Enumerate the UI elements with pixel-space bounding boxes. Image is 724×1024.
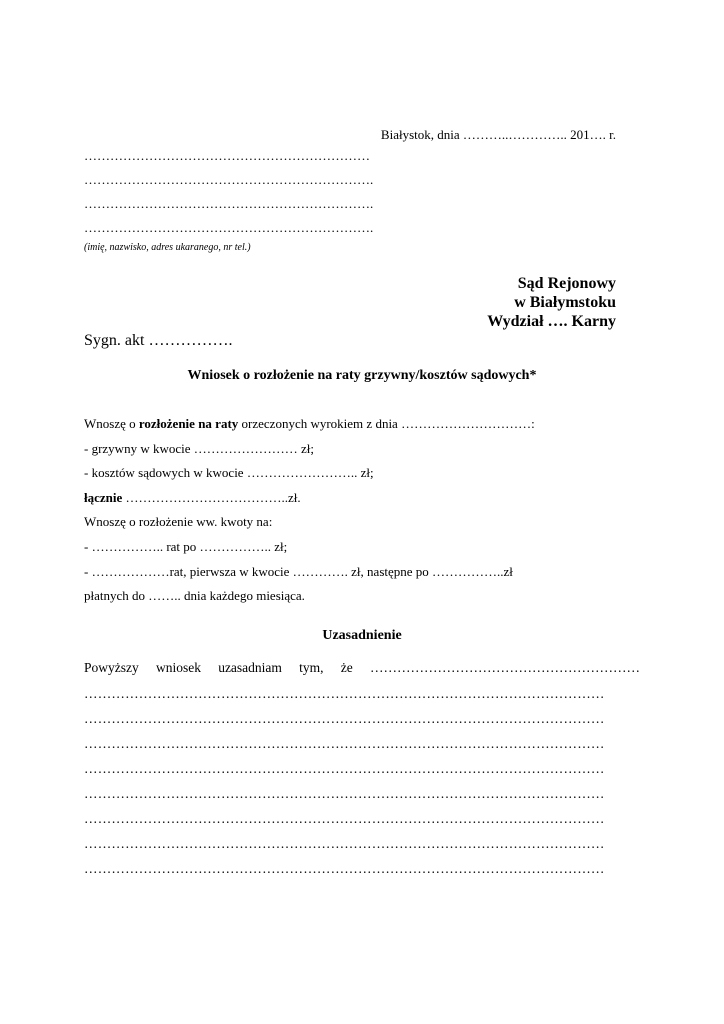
case-signature: Sygn. akt ……………. [84, 332, 233, 349]
document-title: Wniosek o rozłożenie na raty grzywny/kosztów sądowych* [187, 368, 537, 383]
total-value: ………………………………..zł. [122, 490, 301, 505]
request-line-1-bold: rozłożenie na raty [138, 416, 239, 431]
justification-first-line [84, 660, 640, 676]
justification-line-8: …………………………………………………………………………………………………… [84, 861, 605, 876]
total-label: łącznie [84, 490, 123, 505]
place-and-date: Białystok, dnia ………..………….. 201…. r. [380, 127, 616, 142]
justification-word: wniosek [155, 660, 201, 675]
address-line-2: …………………………………………………………. [84, 172, 374, 187]
request-line-1-post: orzeczonych wyrokiem z dnia …………………………: [238, 416, 535, 431]
court-city: w Białymstoku [514, 294, 616, 311]
installments-intro: Wnoszę o rozłożenie ww. kwoty na: [84, 514, 273, 529]
court-name: Sąd Rejonowy [517, 275, 616, 292]
request-line-1-pre: Wnoszę o [84, 416, 139, 431]
justification-line-4: …………………………………………………………………………………………………… [84, 761, 605, 776]
justification-word: Powyższy [84, 660, 139, 675]
justification-heading: Uzasadnienie [322, 628, 402, 643]
justification-line-6: …………………………………………………………………………………………………… [84, 811, 605, 826]
justification-word: że [340, 660, 353, 675]
justification-word: tym, [299, 660, 324, 675]
justification-line-1: …………………………………………………………………………………………………… [84, 686, 605, 701]
total-line [84, 490, 301, 506]
payment-day-line: płatnych do …….. dnia każdego miesiąca. [84, 588, 305, 603]
fine-amount-line: - grzywny w kwocie …………………… zł; [84, 441, 314, 456]
justification-line-7: …………………………………………………………………………………………………… [84, 836, 605, 851]
installments-option-2: - ………………rat, pierwsza w kwocie …………. zł, następne po ……………..zł [84, 564, 513, 579]
installments-option-1: - …………….. rat po …………….. zł; [84, 539, 288, 554]
request-line-1 [84, 416, 535, 432]
justification-line-2: …………………………………………………………………………………………………… [84, 711, 605, 726]
justification-line-5: …………………………………………………………………………………………………… [84, 786, 605, 801]
address-line-3: …………………………………………………………. [84, 196, 374, 211]
justification-word: uzasadniam [218, 660, 282, 675]
court-costs-line: - kosztów sądowych w kwocie …………………….. zł; [84, 465, 374, 480]
address-caption: (imię, nazwisko, adres ukaranego, nr tel.) [84, 242, 251, 253]
justification-dots: …………………………………………………… [369, 660, 640, 675]
court-division: Wydział …. Karny [487, 313, 616, 330]
justification-line-3: …………………………………………………………………………………………………… [84, 736, 605, 751]
address-line-4: …………………………………………………………. [84, 220, 374, 235]
address-line-1: ………………………………………………………… [84, 148, 370, 163]
